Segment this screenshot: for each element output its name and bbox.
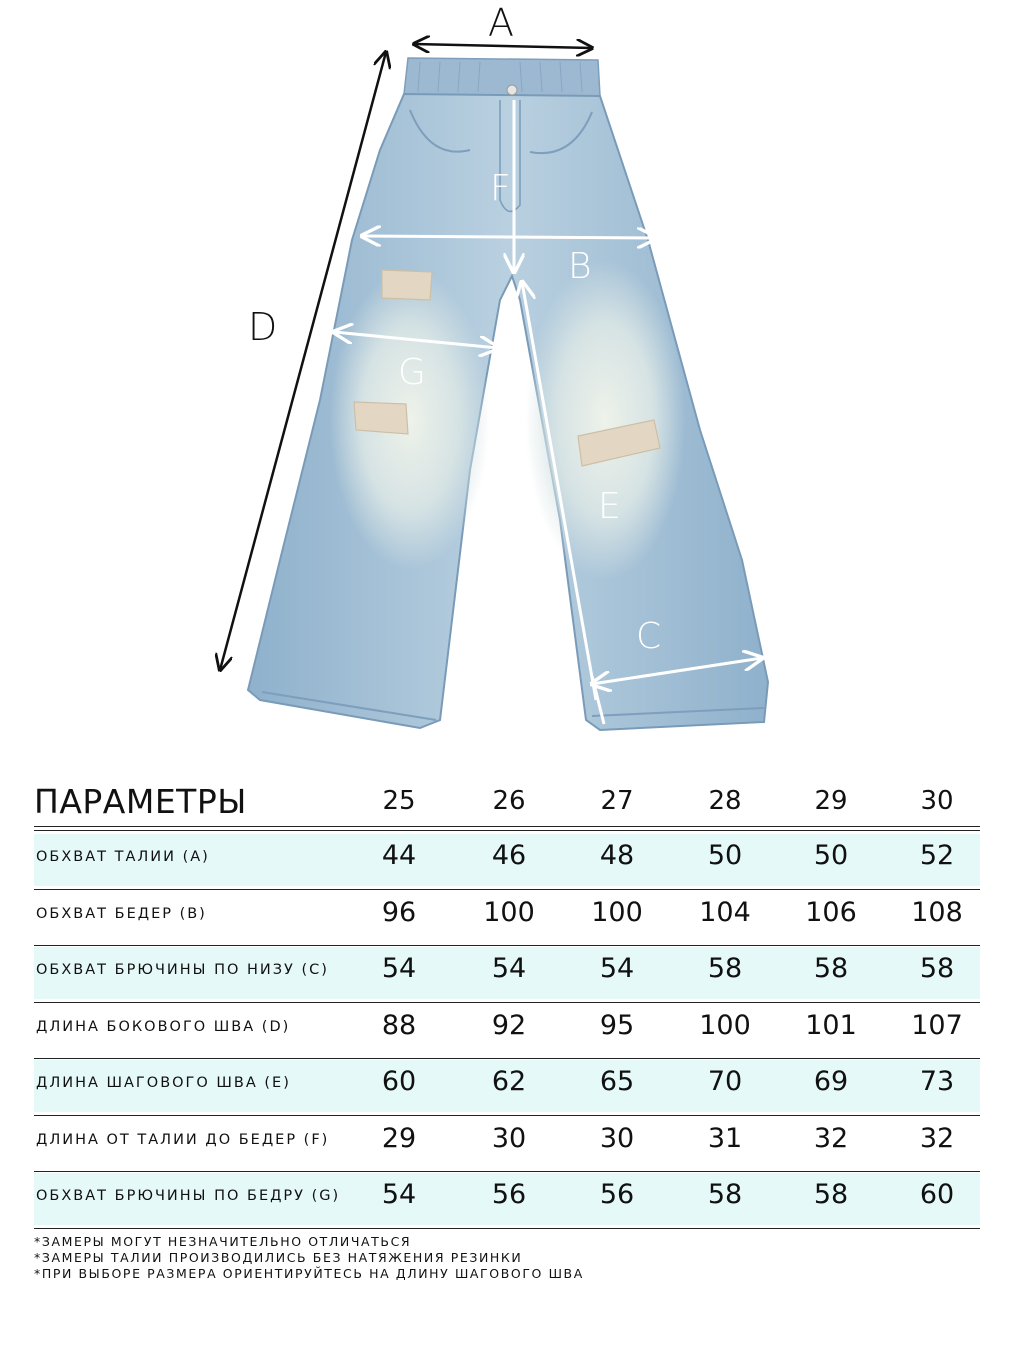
divider [34,1228,980,1229]
table-cell: 62 [491,1066,527,1097]
divider [34,889,980,890]
divider [34,1115,980,1116]
table-cell: 29 [381,1122,417,1154]
label-d: D [248,305,278,349]
divider [34,1002,980,1003]
table-cell: 54 [491,953,527,984]
row-label: ДЛИНА ОТ ТАЛИИ ДО БЕДЕР (F) [36,1131,330,1148]
table-cell: 44 [381,840,417,871]
table-cell: 100 [591,896,643,928]
row-label: ОБХВАТ ТАЛИИ (A) [36,849,210,865]
table-cell: 104 [699,896,751,928]
waistband [404,58,600,96]
size-col-header: 30 [920,786,954,816]
table-row [34,1173,980,1225]
row-label: ДЛИНА ШАГОВОГО ШВА (E) [36,1075,291,1091]
row-label: ОБХВАТ БРЮЧИНЫ ПО НИЗУ (C) [36,962,329,978]
label-c: C [636,616,662,657]
table-cell: 56 [599,1179,635,1210]
label-b: B [568,246,592,287]
footnote: *ЗАМЕРЫ ТАЛИИ ПРОИЗВОДИЛИСЬ БЕЗ НАТЯЖЕНИЯ РЕЗИНКИ [34,1250,523,1265]
table-row [34,1004,980,1056]
table-cell: 48 [599,840,635,871]
table-cell: 58 [707,1179,743,1210]
table-row [34,834,980,886]
size-col-header: 25 [382,786,416,816]
table-cell: 100 [483,896,535,928]
footnote: *ЗАМЕРЫ МОГУТ НЕЗНАЧИТЕЛЬНО ОТЛИЧАТЬСЯ [34,1234,412,1249]
table-row [34,947,980,999]
table-title: ПАРАМЕТРЫ [34,782,247,821]
table-cell: 101 [805,1009,857,1041]
size-col-header: 27 [600,786,634,816]
table-cell: 50 [813,840,849,871]
table-cell: 88 [381,1009,417,1041]
row-label: ДЛИНА БОКОВОГО ШВА (D) [36,1018,291,1035]
size-col-header: 28 [708,786,742,816]
table-cell: 73 [919,1066,955,1097]
table-cell: 107 [911,1009,963,1041]
size-table [34,770,980,1210]
label-a: A [488,1,514,45]
table-cell: 92 [491,1009,527,1041]
button [507,85,517,95]
table-cell: 108 [911,896,963,928]
divider [34,1058,980,1059]
size-col-header: 26 [492,786,526,816]
table-cell: 69 [813,1066,849,1097]
divider [34,826,980,827]
rip-2 [354,402,408,434]
table-cell: 96 [381,896,417,928]
row-label: ОБХВАТ БЕДЕР (B) [36,905,207,922]
footnote: *ПРИ ВЫБОРЕ РАЗМЕРА ОРИЕНТИРУЙТЕСЬ НА ДЛИНУ ШАГОВОГО ШВА [34,1266,584,1281]
divider [34,945,980,946]
row-label: ОБХВАТ БРЮЧИНЫ ПО БЕДРУ (G) [36,1188,341,1204]
table-cell: 106 [805,896,857,928]
table-header [34,770,980,828]
table-cell: 60 [919,1179,955,1210]
table-row [34,1117,980,1169]
table-cell: 30 [491,1122,527,1154]
label-g: G [398,352,426,393]
table-cell: 31 [707,1122,743,1154]
arrow-b [362,236,656,238]
label-e: E [598,486,621,527]
divider [34,830,980,831]
table-cell: 95 [599,1009,635,1041]
table-cell: 30 [599,1122,635,1154]
jeans-image [248,58,768,730]
table-cell: 56 [491,1179,527,1210]
table-row [34,1060,980,1112]
rip-1 [382,270,432,300]
table-cell: 58 [919,953,955,984]
table-cell: 58 [813,1179,849,1210]
table-cell: 100 [699,1009,751,1041]
table-row [34,891,980,943]
table-cell: 32 [813,1122,849,1154]
footnotes [34,1234,584,1282]
table-cell: 54 [599,953,635,984]
table-cell: 54 [381,953,417,984]
table-cell: 54 [381,1179,417,1210]
table-cell: 58 [813,953,849,984]
table-cell: 65 [599,1066,635,1097]
table-cell: 58 [707,953,743,984]
label-f: F [490,168,511,209]
table-cell: 32 [919,1122,955,1154]
table-cell: 70 [707,1066,743,1097]
table-cell: 60 [381,1066,417,1097]
divider [34,1171,980,1172]
table-cell: 52 [919,840,955,871]
table-cell: 50 [707,840,743,871]
size-col-header: 29 [814,786,848,816]
table-cell: 46 [491,840,527,871]
